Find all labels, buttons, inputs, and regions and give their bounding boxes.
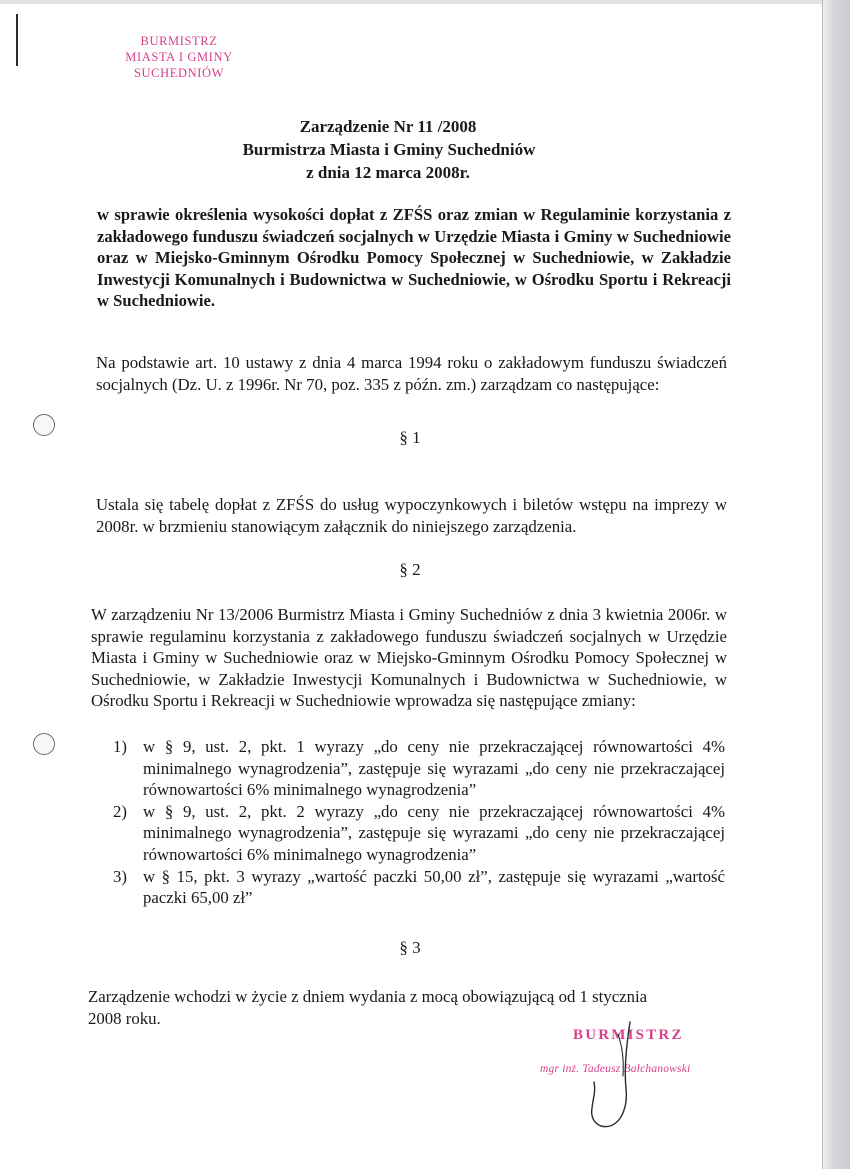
header-stamp: [104, 33, 254, 81]
list-item-text: w § 9, ust. 2, pkt. 2 wyrazy „do ceny nie przekraczającej równowartości 4% minimalnego wynagrodzenia”, zastępuje się wyrazami „do ceny nie przekraczającej równowartości 6% minimalnego wynagrodzenia”: [143, 801, 725, 864]
punch-hole-bottom: [33, 733, 55, 755]
list-item: [113, 801, 725, 866]
scan-top-border: [0, 0, 822, 4]
stamp-line-3: SUCHEDNIÓW: [133, 66, 225, 80]
scan-edge-line: [822, 0, 823, 1169]
document-issuer: Burmistrza Miasta i Gminy Suchedniów: [242, 140, 536, 159]
list-item-text: w § 9, ust. 2, pkt. 1 wyrazy „do ceny nie przekraczającej równowartości 4% minimalnego wynagrodzenia”, zastępuje się wyrazami „do ceny nie przekraczającej równowartości 6% minimalnego wynagrodzenia”: [143, 737, 725, 800]
section-2-title: § 2: [399, 560, 421, 579]
scan-right-edge: [822, 0, 850, 1169]
signature-stamp-title: BURMISTRZ: [573, 1027, 684, 1043]
list-item-number: 1): [113, 737, 127, 756]
section-3-text: Zarządzenie wchodzi w życie z dniem wydania z mocą obowiązującą od 1 stycznia 2008 roku.: [88, 987, 648, 1028]
section-1-title: § 1: [399, 428, 421, 447]
signature-stamp-name: mgr inż. Tadeusz Bałchanowski: [540, 1063, 691, 1075]
document-subject: w sprawie określenia wysokości dopłat z ZFŚS oraz zmian w Regulaminie korzystania z zakładowego funduszu świadczeń socjalnych w Urzędzie Miasta i Gminy w Suchedniowie oraz w Miejsko-Gminnym Ośrodku Pomocy Społecznej w Suchedniowie, w Zakładzie Inwestycji Komunalnych i Budownictwa w Suchedniowie, w Ośrodku Sportu i Rekreacji w Suchedniowie.: [97, 205, 731, 310]
list-item: [113, 736, 725, 801]
list-item-text: w § 15, pkt. 3 wyrazy „wartość paczki 50,00 zł”, zastępuje się wyrazami „wartość paczki 65,00 zł”: [143, 866, 725, 908]
section-2-intro: W zarządzeniu Nr 13/2006 Burmistrz Miasta i Gminy Suchedniów z dnia 3 kwietnia 2006r. w sprawie regulaminu korzystania z zakładowego funduszu świadczeń socjalnych w Urzędzie Miasta i Gminy w Suchedniowie oraz w Miejsko-Gminnym Ośrodku Pomocy Społecznej w Suchedniowie, w Zakładzie Inwestycji Komunalnych i Budownictwa w Suchedniowie, w Ośrodku Sportu i Rekreacji w Suchedniowie wprowadza się następujące zmiany:: [91, 605, 727, 711]
list-item-number: 3): [113, 866, 127, 886]
amendments-list: [113, 736, 725, 909]
list-item: [113, 866, 725, 909]
legal-basis: Na podstawie art. 10 ustawy z dnia 4 marca 1994 roku o zakładowym funduszu świadczeń socjalnych (Dz. U. z 1996r. Nr 70, poz. 335 z późn. zm.) zarządzam co następujące:: [96, 353, 727, 394]
stamp-line-1: BURMISTRZ: [140, 34, 218, 48]
margin-mark: [16, 14, 18, 66]
stamp-line-2: MIASTA I GMINY: [125, 50, 233, 64]
section-3-title: § 3: [399, 938, 421, 957]
list-item-number: 2): [113, 801, 127, 821]
handwritten-signature: [578, 1018, 648, 1130]
document-date: z dnia 12 marca 2008r.: [306, 163, 470, 182]
document-title: Zarządzenie Nr 11 /2008: [299, 117, 477, 136]
section-1-text: Ustala się tabelę dopłat z ZFŚS do usług wypoczynkowych i biletów wstępu na imprezy w 2008r. w brzmieniu stanowiącym załącznik do niniejszego zarządzenia.: [96, 495, 727, 536]
